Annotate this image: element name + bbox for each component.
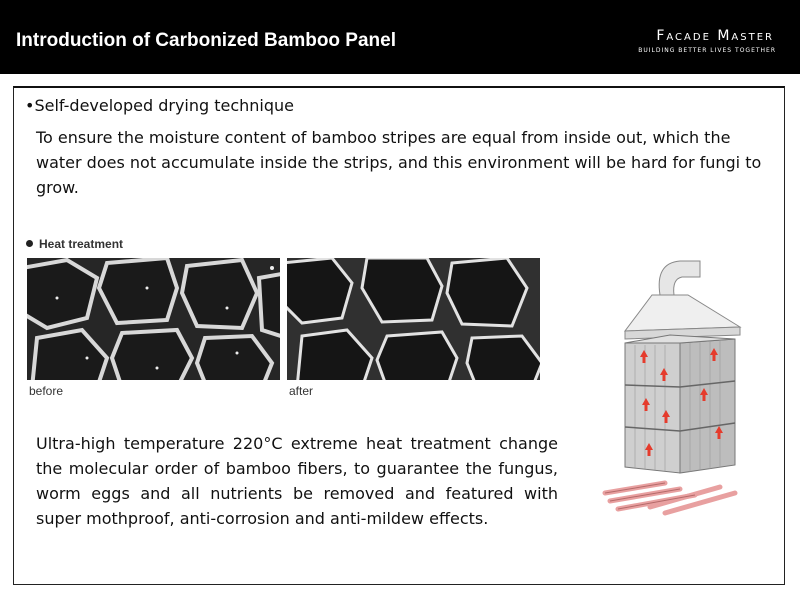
micrograph-before: [27, 258, 280, 380]
drying-description: To ensure the moisture content of bamboo stripes are equal from inside out, which the water does not accumulate inside the strips, and this environment will be hard for fungi to grow.: [36, 128, 762, 197]
carbonization-furnace-illustration: [590, 255, 760, 520]
heat-treatment-label: [26, 237, 123, 251]
caption-before: before: [29, 384, 64, 398]
heat-treatment-label-text: Heat treatment: [39, 237, 124, 251]
bullet-dot-icon: [26, 240, 33, 247]
caption-after: after: [289, 384, 314, 398]
brand-logo-text: Facade Master: [656, 28, 774, 44]
page-title: Introduction of Carbonized Bamboo Panel: [16, 30, 396, 51]
heat-treatment-description: Ultra-high temperature 220°C extreme heat treatment change the molecular order of bamboo fibers, to guarantee the fungus, worm eggs and all nutrients be removed and featured with super mothproof, anti-corrosion and anti-mildew effects.: [36, 434, 558, 528]
header-bar: [0, 0, 800, 74]
micrograph-after: [287, 258, 540, 380]
brand-tagline: BUILDING BETTER LIVES TOGETHER: [638, 47, 776, 54]
section-heading-drying: •Self-developed drying technique: [25, 96, 295, 115]
